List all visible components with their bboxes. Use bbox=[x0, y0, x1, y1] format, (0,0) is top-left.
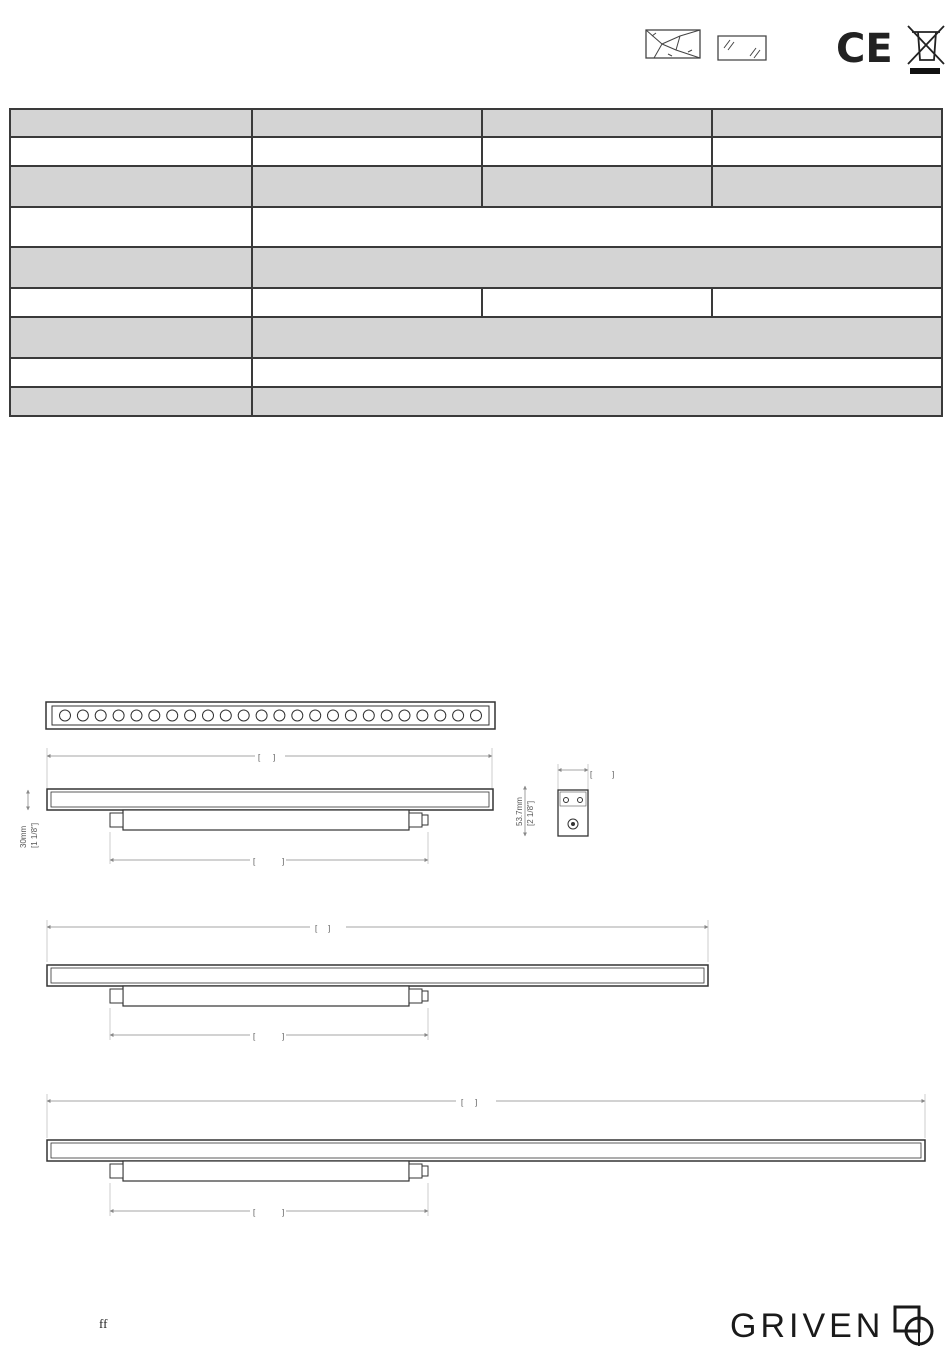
spec-cell bbox=[712, 137, 942, 166]
spec-cell bbox=[10, 247, 252, 288]
height-label-mm: 30mm bbox=[19, 825, 28, 848]
dimension-label: ] bbox=[282, 1032, 285, 1041]
spec-cell bbox=[252, 137, 482, 166]
fixture-medium-side-view bbox=[47, 920, 708, 1041]
spec-row bbox=[10, 358, 942, 387]
height-label-inch: [1 1/8"] bbox=[30, 822, 39, 848]
dimension-label: [ bbox=[590, 770, 593, 779]
spec-cell bbox=[10, 288, 252, 317]
dimension-label: [ bbox=[253, 1208, 256, 1217]
spec-row bbox=[10, 317, 942, 358]
brand-logo-icon bbox=[892, 1304, 938, 1350]
end-height-label-inch: [2 1/8"] bbox=[526, 800, 535, 826]
dimension-label: ] bbox=[273, 753, 276, 762]
dimension-label: [ bbox=[315, 924, 318, 933]
technical-drawings bbox=[0, 690, 950, 1230]
end-view-fixture bbox=[515, 764, 614, 836]
spec-cell bbox=[482, 137, 712, 166]
end-height-label-mm: 53.7mm bbox=[515, 797, 524, 826]
spec-cell bbox=[712, 166, 942, 207]
dimension-label: [ bbox=[253, 1032, 256, 1041]
spec-cell bbox=[712, 288, 942, 317]
spec-cell bbox=[10, 137, 252, 166]
dimension-label: ] bbox=[328, 924, 331, 933]
spec-cell bbox=[482, 109, 712, 137]
fixture-long-side-view bbox=[47, 1094, 925, 1217]
dimension-label: ] bbox=[475, 1098, 478, 1107]
footnote-text: ff bbox=[99, 1316, 108, 1331]
spec-cell bbox=[252, 358, 942, 387]
spec-row bbox=[10, 109, 942, 137]
spec-row bbox=[10, 288, 942, 317]
spec-cell bbox=[482, 166, 712, 207]
dimension-label: ] bbox=[282, 1208, 285, 1217]
weee-bin-icon bbox=[908, 26, 944, 74]
spec-cell bbox=[252, 387, 942, 416]
certification-icons bbox=[640, 22, 950, 80]
spec-row bbox=[10, 387, 942, 416]
ce-mark-icon bbox=[836, 26, 893, 72]
spec-cell bbox=[252, 166, 482, 207]
spec-row bbox=[10, 166, 942, 207]
spec-cell bbox=[10, 387, 252, 416]
dimension-label: ] bbox=[282, 857, 285, 866]
svg-text:CE: CE bbox=[836, 26, 893, 72]
dimension-label: [ bbox=[253, 857, 256, 866]
spec-row bbox=[10, 137, 942, 166]
brand-logo-text: GRIVEN bbox=[730, 1307, 885, 1345]
dimension-label: [ bbox=[258, 753, 261, 762]
spec-cell bbox=[10, 166, 252, 207]
spec-row bbox=[10, 207, 942, 247]
tempered-glass-icon bbox=[718, 36, 766, 60]
spec-cell bbox=[10, 207, 252, 247]
spec-table bbox=[9, 108, 943, 417]
fixture-short-side-view bbox=[19, 748, 493, 866]
spec-cell bbox=[10, 317, 252, 358]
top-view-fixture bbox=[46, 702, 495, 729]
dimension-label: ] bbox=[612, 770, 615, 779]
spec-cell bbox=[712, 109, 942, 137]
spec-cell bbox=[252, 247, 942, 288]
dimension-label: [ bbox=[461, 1098, 464, 1107]
spec-cell bbox=[252, 288, 482, 317]
spec-cell bbox=[252, 109, 482, 137]
spec-cell bbox=[10, 358, 252, 387]
spec-cell bbox=[252, 317, 942, 358]
spec-cell bbox=[482, 288, 712, 317]
spec-row bbox=[10, 247, 942, 288]
spec-cell bbox=[252, 207, 942, 247]
spec-cell bbox=[10, 109, 252, 137]
shatterproof-glass-icon bbox=[646, 30, 700, 58]
